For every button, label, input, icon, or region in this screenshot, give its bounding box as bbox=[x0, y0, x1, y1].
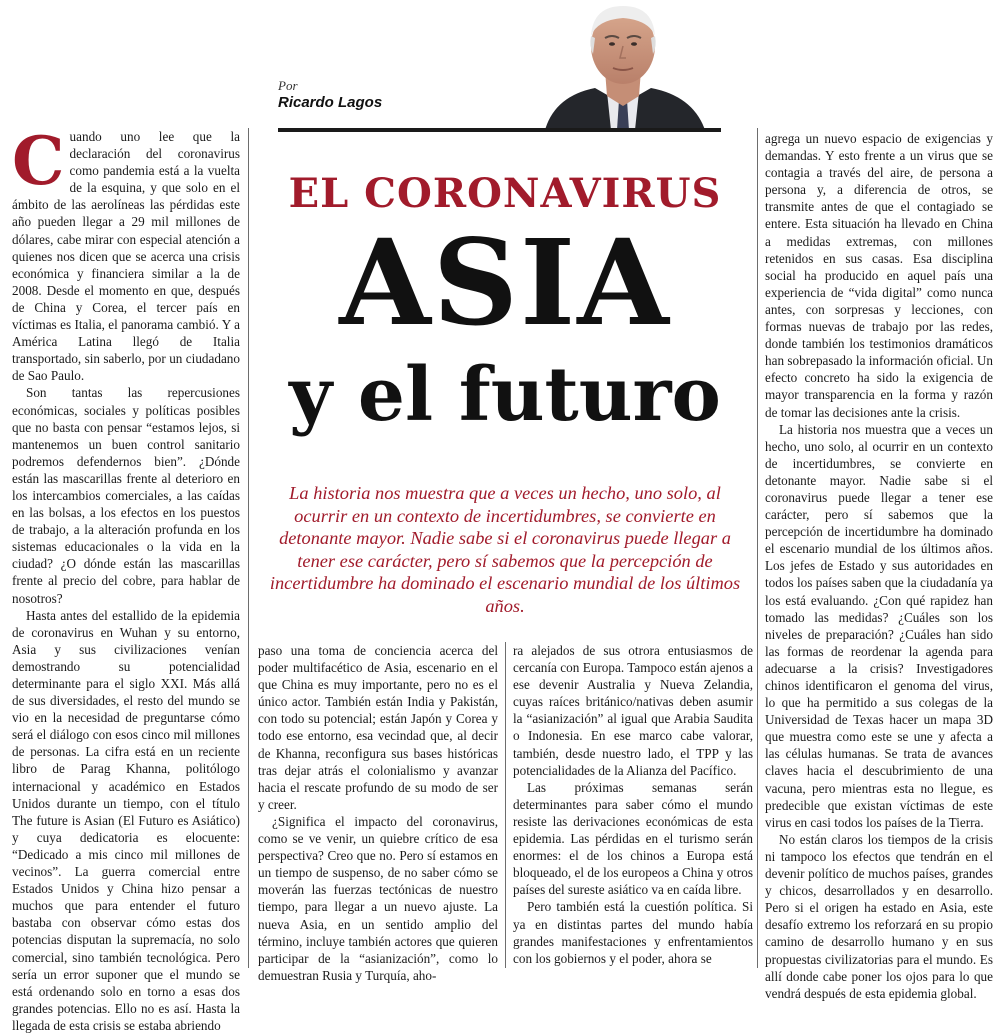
column-divider bbox=[757, 128, 758, 968]
column-divider bbox=[505, 642, 506, 968]
author-name: Ricardo Lagos bbox=[278, 94, 383, 111]
byline-prefix: Por bbox=[278, 78, 298, 93]
paragraph: La historia nos muestra que a veces un hecho, uno solo, al ocurrir en un contexto de incertidumbres, se convierte en detonante mayor. Nadie sabe si el coronavirus puede llegar a tener ese carácter, pero sí sabemos que la percepción de incertidumbre ha dominado el escenario mundial de los últimos años. Los jefes de Estado y sus autoridades en todos los países saben que la ciudadanía ya los está evaluando. ¿Con qué rapidez han tomado las medidas? ¿Cuáles son los niveles de preparación? ¿Cuáles han sido las formas de reordenar la agenda para adecuarse a la crisis? Investigadores chinos identificaron el genoma del virus, lo que ha permitido a sus colegas de la Universidad de Texas hacer un mapa 3D que muestra como este se une y afecta a las células humanas. Se trata de avances claves hacia el descubrimiento de una vacuna, pero mientras esta no llegue, es predecible que existan víctimas de este virus en casi todos los países de la Tierra. bbox=[765, 421, 993, 830]
article-column-1 bbox=[12, 122, 240, 1034]
paragraph: Hasta antes del estallido de la epidemia de coronavirus en Wuhan y su entorno, Asia y sus civilizaciones venían demostrando su potencialidad determinante para el siglo XXI. Más allá de sus diversidades, el resto del mundo se vio en la necesidad de preguntarse cómo será el diálogo con esos cinco mil millones de personas. La cifra está en un reciente libro de Parag Khanna, politólogo internacional y académico en Estados Unidos durante un tiempo, con el título The future is Asian (El Futuro es Asiático) y cuya dedicatoria es elocuente: “Dedicado a mis cinco mil millones de vecinos”. La guerra comercial entre Estados Unidos y China hizo pensar a muchos que para entender el futuro bastaba con observar cómo estas dos potencias disputan la supremacía, no solo comercial, sino también tecnológica. Pero sería un error suponer que el mundo se está ordenando solo en torno a esas dos grandes potencias. Ello no es así. Hasta la llegada de esta crisis se estaba abriendo bbox=[12, 607, 240, 1033]
drop-cap: C bbox=[12, 122, 65, 200]
paragraph bbox=[12, 122, 240, 384]
article-column-4 bbox=[765, 130, 993, 1002]
byline-rule bbox=[278, 128, 721, 132]
paragraph: paso una toma de conciencia acerca del poder multifacético de Asia, escenario en el que China es muy importante, pero no es el único actor. También están India y Pakistán, con todo su potencial; están Japón y Corea y todo ese entorno, esa vecindad que, al decir de Khanna, reconfigura sus bases históricas tras dejar atrás el colonialismo y avanzar hacia el rescate profundo de su modo de ser y creer. bbox=[258, 643, 498, 812]
kicker: EL CORONAVIRUS bbox=[288, 170, 722, 217]
paragraph: agrega un nuevo espacio de exigencias y demandas. Y esto frente a un virus que se contagia a través del aire, de persona a persona y, a diferencia de otros, se transmite antes de que el contagiado se entere. Esta situación ha llevado en China a medidas extremas, con millones retenidos en sus casas. Esa disciplina social ha producido en aquel país una experiencia de “vida digital” como nunca antes, con sorpresas y lecciones, con formas nuevas de trabajo por las redes, donde también los testimonios dramáticos han sobrepasado la información oficial. Un efecto concreto ha sido la exigencia de mayor transparencia en la forma y razón de tomar las decisiones ante la crisis. bbox=[765, 131, 993, 420]
article-column-3 bbox=[513, 642, 753, 967]
paragraph: Las próximas semanas serán determinantes para saber cómo el mundo resiste las derivaciones económicas de esta epidemia. Las pérdidas en el turismo serán enormes: el de los chinos a Europa está bloqueado, el de los europeos a China y otros países del sureste asiático va en caída libre. bbox=[513, 779, 753, 898]
headline-main: ASIA bbox=[339, 213, 671, 352]
headline-sub: y el futuro bbox=[289, 352, 721, 438]
article-column-2 bbox=[258, 642, 498, 984]
deck-quote: La historia nos muestra que a veces un hecho, uno solo, al ocurrir en un contexto de incertidumbres, se convierte en detonante mayor. Nadie sabe si el coronavirus puede llegar a tener ese carácter, pero sí sabemos que la percepción de incertidumbre ha dominado el escenario mundial de los últimos años. bbox=[269, 483, 741, 616]
paragraph: ¿Significa el impacto del coronavirus, como se ve venir, un quiebre crítico de esa perspectiva? Creo que no. Pero sí estamos en un tiempo de suspenso, de no saber cómo se moverán las fuerzas tectónicas de nuestro tiempo, para llegar a un nuevo ajuste. La nueva Asia, en un sentido amplio del término, incluye también actores que quieren participar de la “asianización”, como lo demuestran Rusia y Turquía, aho- bbox=[258, 813, 498, 983]
author-photo bbox=[535, 0, 710, 130]
paragraph: Pero también está la cuestión política. Si ya en distintas partes del mundo había grandes manifestaciones y enfrentamientos con los gobiernos y el poder, ahora se bbox=[513, 899, 753, 966]
paragraph-text: uando uno lee que la declaración del coronavirus como pandemia está a la vuelta de la esquina, y que solo en el ámbito de las aerolíneas las pérdidas este año pueden llegar a 29 mil millones de dólares, cabe mirar con especial atención a quienes nos dicen que se acerca una crisis económica y financiera similar a la de 2008. Desde el momento en que, después de China y Corea, el tercer país en víctimas es Italia, el panorama cambió. Y a América Latina llegó de Italia transportado, sin saberlo, por un ciudadano de Sao Paulo. bbox=[12, 129, 240, 384]
paragraph: No están claros los tiempos de la crisis ni tampoco los efectos que tendrán en el devenir político de muchos países, grandes y chicos, desarrollados y en desarrollo. Pero si el origen ha estado en Asia, este desafío extremo los reforzará en su propio camino de desarrollo humano y en sus propuestas civilizatorias para el mundo. Es allí donde cabe poner los ojos para lo que vendrá después de esta epidemia global. bbox=[765, 831, 993, 1001]
paragraph: ra alejados de sus otrora entusiasmos de cercanía con Europa. Tampoco están ajenos a ese devenir Australia y Nueva Zelandia, cuyas raíces británico/nativas deben asumir la “asianización” al igual que Arabia Saudita o Indonesia. En ese marco cabe valorar, también, desde nuestro lado, el TPP y las potencialidades de la Alianza del Pacífico. bbox=[513, 643, 753, 778]
column-divider bbox=[248, 128, 249, 968]
paragraph: Son tantas las repercusiones económicas, sociales y políticas posibles que no basta con pensar “estamos lejos, si mantenemos un buen control sanitario podremos defendernos bien”. ¿Dónde están las mascarillas frente al deterioro en los intercambios comerciales, a las caídas en las bolsas, a los efectos en los puestos de trabajo, a la alteración profunda en los sistemas educacionales o la vida en la ciudad? ¿O dónde están las mascarillas frente al precio del cobre, para hablar de nosotros? bbox=[12, 385, 240, 606]
